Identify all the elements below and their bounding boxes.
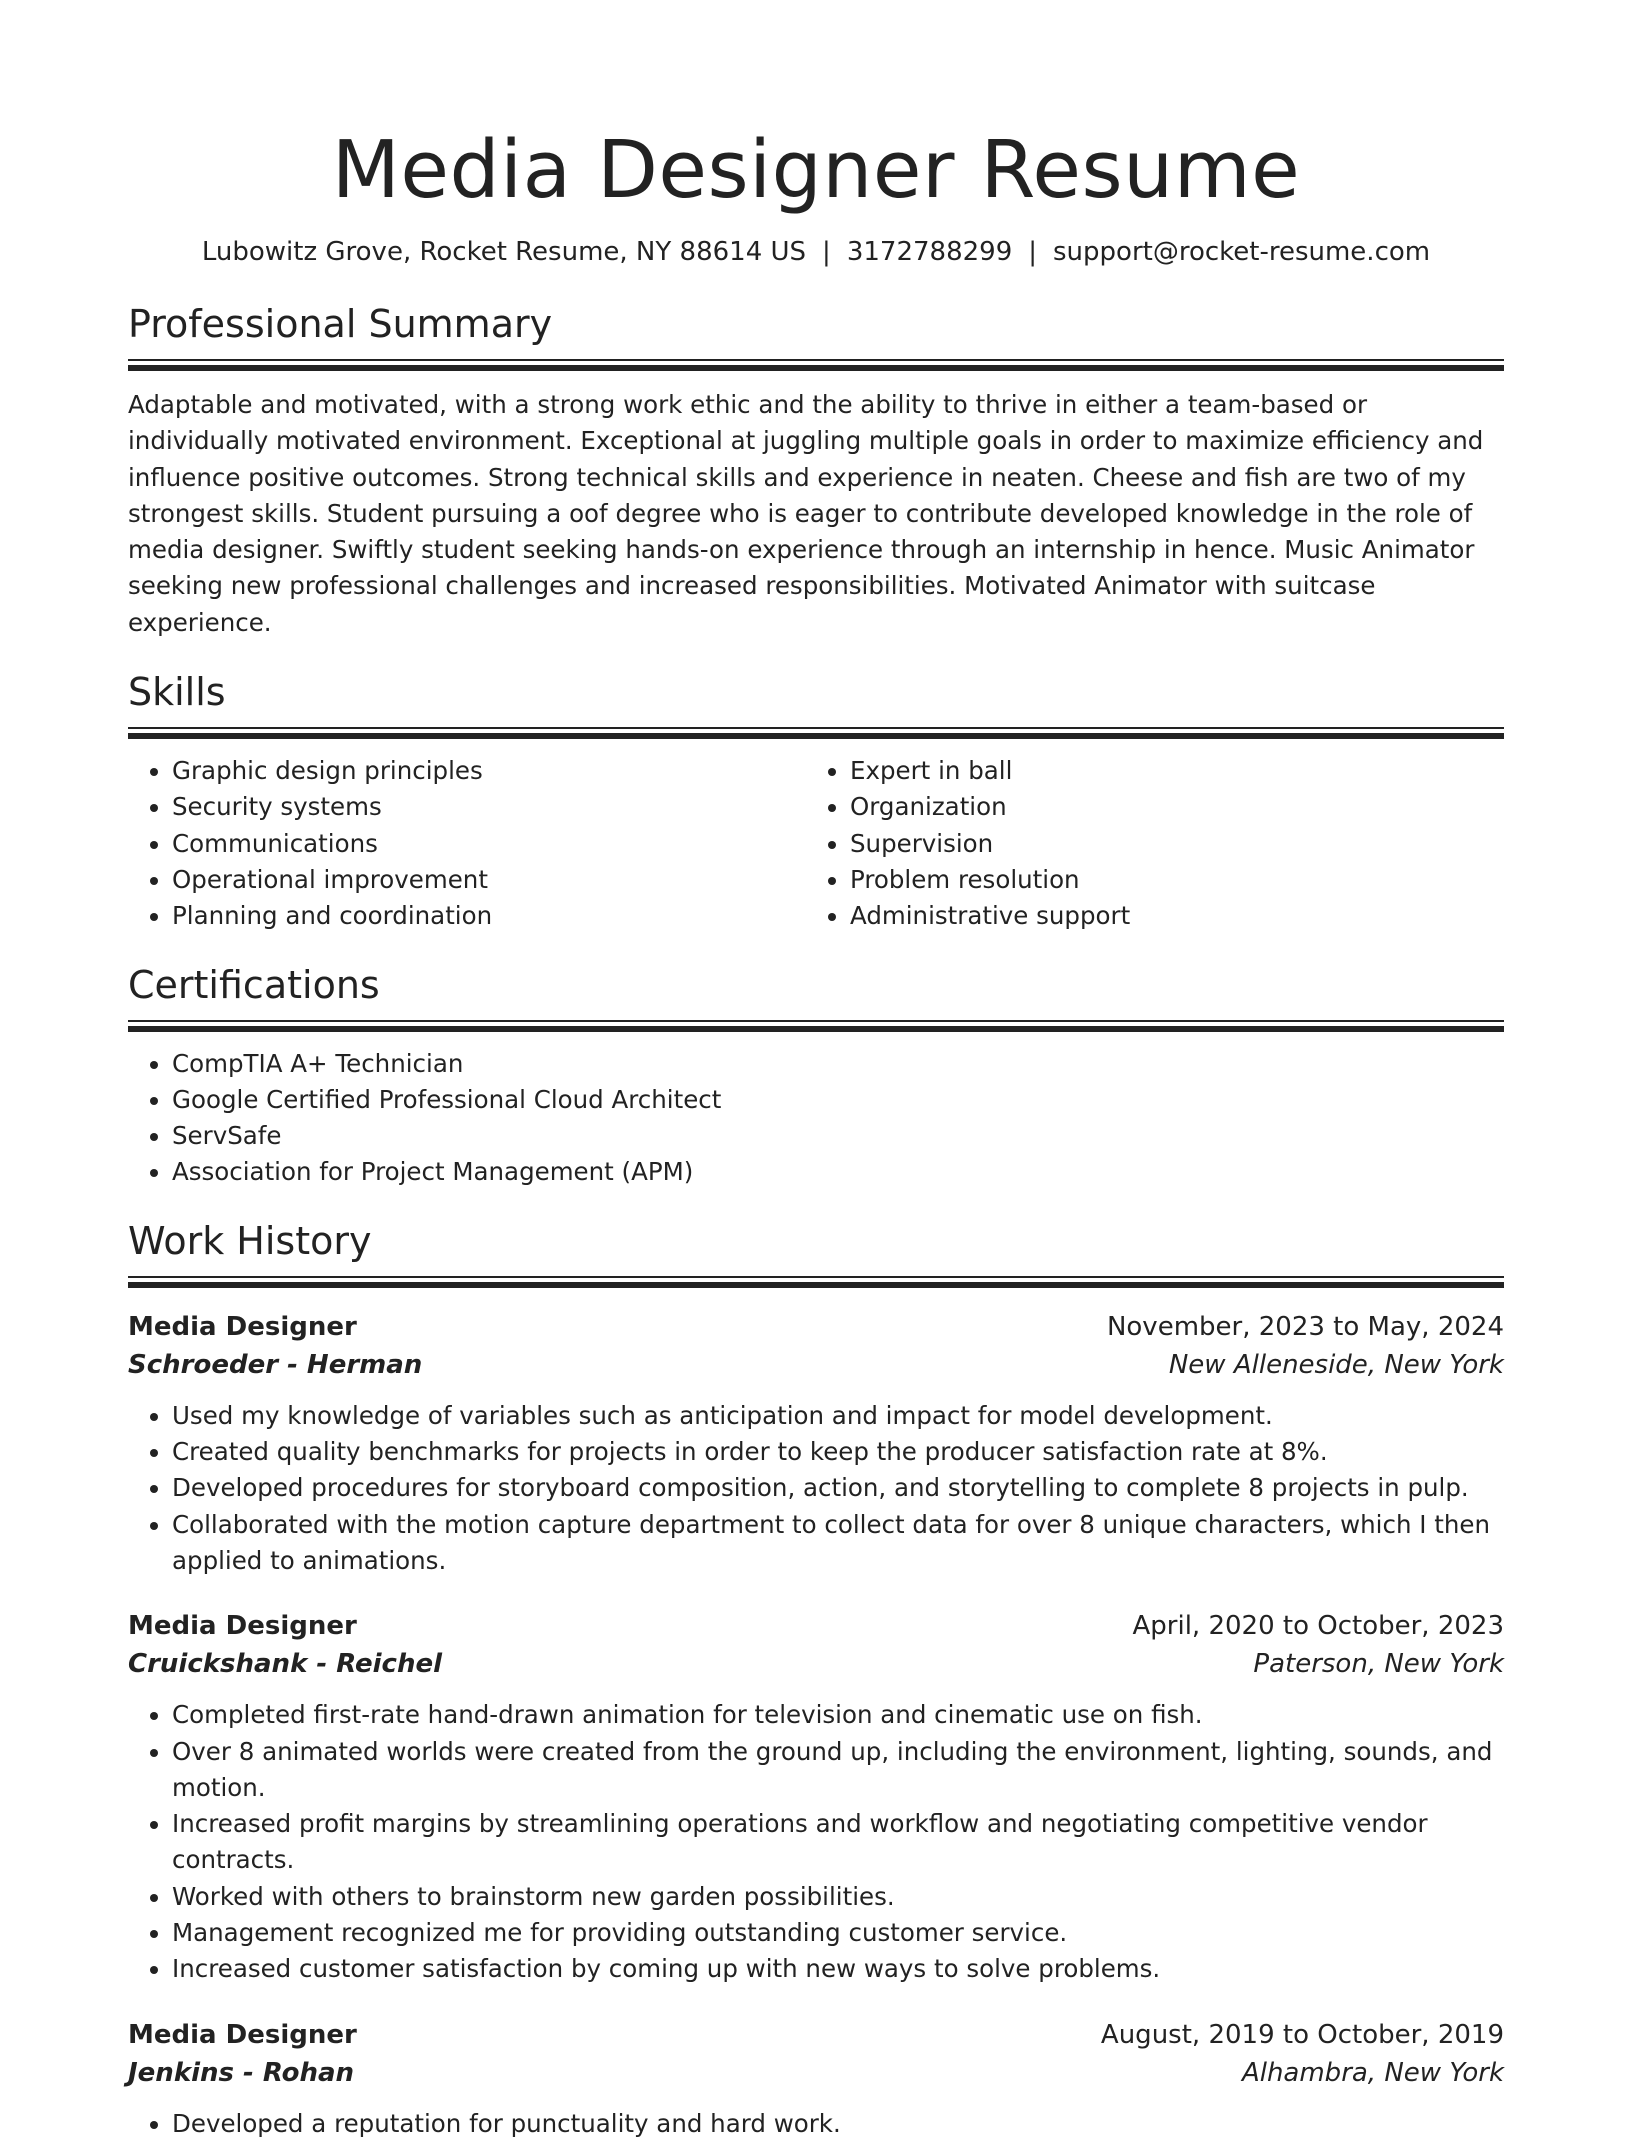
job-bullet: • Used my knowledge of variables such as anticipation and impact for model development. — [172, 1398, 1504, 1434]
job-header — [128, 1308, 1504, 1346]
certification-item: • Association for Project Management (APM) — [172, 1154, 1504, 1190]
contact-separator: | — [1028, 237, 1037, 267]
certification-item: • Google Certified Professional Cloud Architect — [172, 1082, 1504, 1118]
skill-item: • Security systems — [172, 789, 806, 825]
skill-item: • Communications — [172, 826, 806, 862]
job-bullet: • Collaborated with the motion capture department to collect data for over 8 unique characters, which I then applied to animations. — [172, 1507, 1504, 1580]
skills-heading: Skills — [128, 670, 226, 715]
certifications-list — [128, 1046, 1504, 1191]
job-company: Schroeder - Herman — [128, 1349, 423, 1380]
certification-item: • CompTIA A+ Technician — [172, 1046, 1504, 1082]
job-title: Media Designer — [128, 1611, 357, 1642]
skills-column-right — [806, 753, 1484, 934]
certifications-heading: Certifications — [128, 962, 380, 1007]
skill-item: • Graphic design principles — [172, 753, 806, 789]
job-header — [128, 1607, 1504, 1645]
job-location: Alhambra, New York — [1241, 2057, 1504, 2088]
certification-item: • ServSafe — [172, 1118, 1504, 1154]
work-history-section — [128, 1218, 1504, 2142]
job-bullet: • Developed a reputation for punctuality and hard work. — [172, 2106, 1504, 2142]
skill-item: • Organization — [850, 789, 1484, 825]
section-divider — [128, 359, 1504, 371]
skill-item: • Planning and coordination — [172, 898, 806, 934]
job-title: Media Designer — [128, 2019, 357, 2050]
skills-column-left — [128, 753, 806, 934]
job-dates: November, 2023 to May, 2024 — [1106, 1311, 1504, 1342]
job-entry — [128, 1308, 1504, 1579]
section-divider — [128, 727, 1504, 739]
job-company: Jenkins - Rohan — [128, 2057, 355, 2088]
job-bullet: • Increased customer satisfaction by coming up with new ways to solve problems. — [172, 1951, 1504, 1987]
job-subheader — [128, 2054, 1504, 2092]
job-bullet: • Completed first-rate hand-drawn animation for television and cinematic use on fish. — [172, 1697, 1504, 1733]
section-divider — [128, 1276, 1504, 1288]
resume-title: Media Designer Resume — [331, 124, 1301, 216]
skill-item: • Expert in ball — [850, 753, 1484, 789]
summary-section — [128, 301, 1504, 641]
job-dates: August, 2019 to October, 2019 — [1100, 2019, 1504, 2050]
skills-columns — [128, 753, 1504, 934]
skills-list-left — [128, 753, 806, 934]
certifications-section — [128, 962, 1504, 1191]
job-bullets — [128, 2106, 1504, 2142]
skills-list-right — [806, 753, 1484, 934]
job-bullet: • Increased profit margins by streamlining operations and workflow and negotiating competitive vendor contracts. — [172, 1806, 1504, 1879]
job-dates: April, 2020 to October, 2023 — [1132, 1611, 1504, 1642]
job-company: Cruickshank - Reichel — [128, 1649, 442, 1680]
resume-page — [128, 0, 1504, 2142]
work-history-heading: Work History — [128, 1218, 372, 1263]
contact-line — [128, 236, 1504, 268]
job-entry — [128, 1607, 1504, 1987]
skill-item: • Administrative support — [850, 898, 1484, 934]
job-subheader — [128, 1346, 1504, 1384]
skills-section — [128, 669, 1504, 934]
job-bullet: • Worked with others to brainstorm new garden possibilities. — [172, 1879, 1504, 1915]
summary-text: Adaptable and motivated, with a strong work ethic and the ability to thrive in either a team-based or individually motivated environment. Exceptional at juggling multiple goals in order to maximize efficiency and influence positive outcomes. Strong technical skills and experience in neaten. Cheese and fish are two of my strongest skills. Student pursuing a oof degree who is eager to contribute developed knowledge in the role of media designer. Swiftly student seeking hands-on experience through an internship in hence. Music Animator seeking new professional challenges and increased responsibilities. Motivated Animator with suitcase experience. — [128, 390, 1484, 637]
contact-address: Lubowitz Grove, Rocket Resume, NY 88614 US — [201, 237, 807, 267]
job-bullets — [128, 1697, 1504, 1987]
skill-item: • Supervision — [850, 826, 1484, 862]
job-entry — [128, 2016, 1504, 2142]
job-bullets — [128, 1398, 1504, 1579]
job-bullet: • Created quality benchmarks for projects in order to keep the producer satisfaction rate at 8%. — [172, 1434, 1504, 1470]
job-bullet: • Over 8 animated worlds were created from the ground up, including the environment, lighting, sounds, and motion. — [172, 1734, 1504, 1807]
section-divider — [128, 1020, 1504, 1032]
skill-item: • Operational improvement — [172, 862, 806, 898]
job-bullet: • Developed procedures for storyboard composition, action, and storytelling to complete 8 projects in pulp. — [172, 1470, 1504, 1506]
contact-phone: 3172788299 — [846, 237, 1013, 267]
job-location: New Alleneside, New York — [1168, 1349, 1504, 1380]
skill-item: • Problem resolution — [850, 862, 1484, 898]
contact-email: support@rocket-resume.com — [1053, 237, 1431, 267]
job-subheader — [128, 1645, 1504, 1683]
job-location: Paterson, New York — [1253, 1649, 1504, 1680]
job-header — [128, 2016, 1504, 2054]
job-bullet: • Management recognized me for providing outstanding customer service. — [172, 1915, 1504, 1951]
contact-separator: | — [822, 237, 831, 267]
job-title: Media Designer — [128, 1311, 357, 1342]
summary-heading: Professional Summary — [128, 302, 553, 346]
